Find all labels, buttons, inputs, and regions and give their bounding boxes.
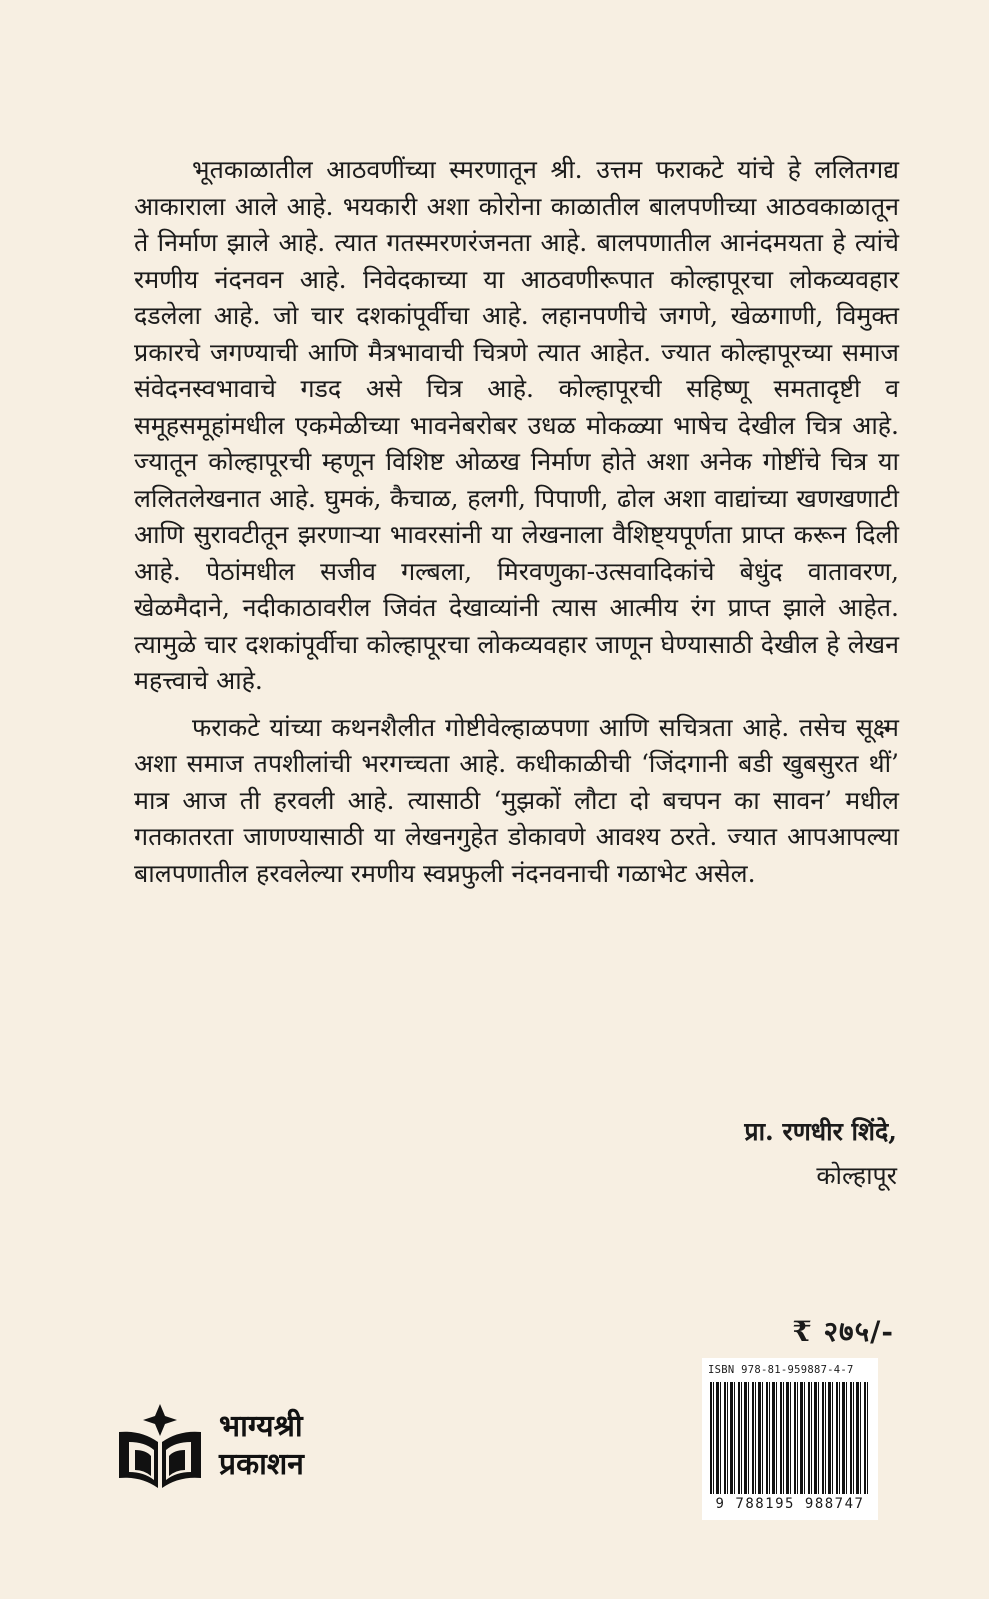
signature-name: प्रा. रणधीर शिंदे, — [744, 1117, 897, 1146]
blurb-paragraph-2: फराकटे यांच्या कथनशैलीत गोष्टीवेल्हाळपणा आणि सचित्रता आहे. तसेच सूक्ष्म अशा समाज तपशीलांची भरगच्चता आहे. कधीकाळीची ‘जिंदगानी बडी खुबसुरत थीं’ मात्र आज ती हरवली आहे. त्यासाठी ‘मुझकों लौटा दो बचपन का सावन’ मधील गतकातरता जाणण्यासाठी या लेखनगुहेत डोकावणे आवश्य ठरते. ज्यात आपआपल्या बालपणातील हरवलेल्या रमणीय स्वप्नफुली नंदनवनाची गळाभेट असेल. — [134, 712, 899, 888]
open-book-star-icon — [115, 1402, 205, 1492]
barcode-digits: 9 788195 988747 — [715, 1496, 865, 1512]
barcode-bars — [710, 1382, 870, 1494]
isbn-label: ISBN 978-81-959887-4-7 — [708, 1364, 854, 1376]
blurb-text — [134, 152, 899, 892]
price-label: ₹ २७५/- — [792, 1315, 894, 1348]
signature-place: कोल्हापूर — [816, 1161, 897, 1190]
isbn-barcode — [702, 1358, 878, 1520]
publisher-line-1: भाग्यश्री — [219, 1409, 303, 1444]
publisher-name — [219, 1408, 304, 1484]
signature — [744, 1110, 897, 1198]
blurb-paragraph-1: भूतकाळातील आठवणींच्या स्मरणातून श्री. उत्तम फराकटे यांचे हे ललितगद्य आकाराला आले आहे. भयकारी अशा कोरोना काळातील बालपणीच्या आठवकाळातून ते निर्माण झाले आहे. त्यात गतस्मरणरंजनता आहे. बालपणातील आनंदमयता हे त्यांचे रमणीय नंदनवन आहे. निवेदकाच्या या आठवणीरूपात कोल्हापूरचा लोकव्यवहार दडलेला आहे. जो चार दशकांपूर्वीचा आहे. लहानपणीचे जगणे, खेळगाणी, विमुक्त प्रकारचे जगण्याची आणि मैत्रभावाची चित्रणे त्यात आहेत. ज्यात कोल्हापूरच्या समाज संवेदनस्वभावाचे गडद असे चित्र आहे. कोल्हापूरची सहिष्णू समतादृष्टी व समूहसमूहांमधील एकमेळीच्या भावनेबरोबर उधळ मोकळ्या भाषेच देखील चित्र आहे. ज्यातून कोल्हापूरची म्हणून विशिष्ट ओळख निर्माण होते अशा अनेक गोष्टींचे चित्र या ललितलेखनात आहे. घुमकं, कैचाळ, हलगी, पिपाणी, ढोल अशा वाद्यांच्या खणखणाटी आणि सुरावटीतून झरणाऱ्या भावरसांनी या लेखनाला वैशिष्ट्यपूर्णता प्राप्त करून दिली आहे. पेठांमधील सजीव गल्बला, मिरवणुका-उत्सवादिकांचे बेधुंद वातावरण, खेळमैदाने, नदीकाठावरील जिवंत देखाव्यांनी त्यास आत्मीय रंग प्राप्त झाले आहेत. त्यामुळे चार दशकांपूर्वीचा कोल्हापूरचा लोकव्यवहार जाणून घेण्यासाठी देखील हे लेखन महत्त्वाचे आहे. — [134, 155, 899, 695]
publisher-line-2: प्रकाशन — [219, 1447, 304, 1482]
publisher-logo — [115, 1402, 365, 1492]
